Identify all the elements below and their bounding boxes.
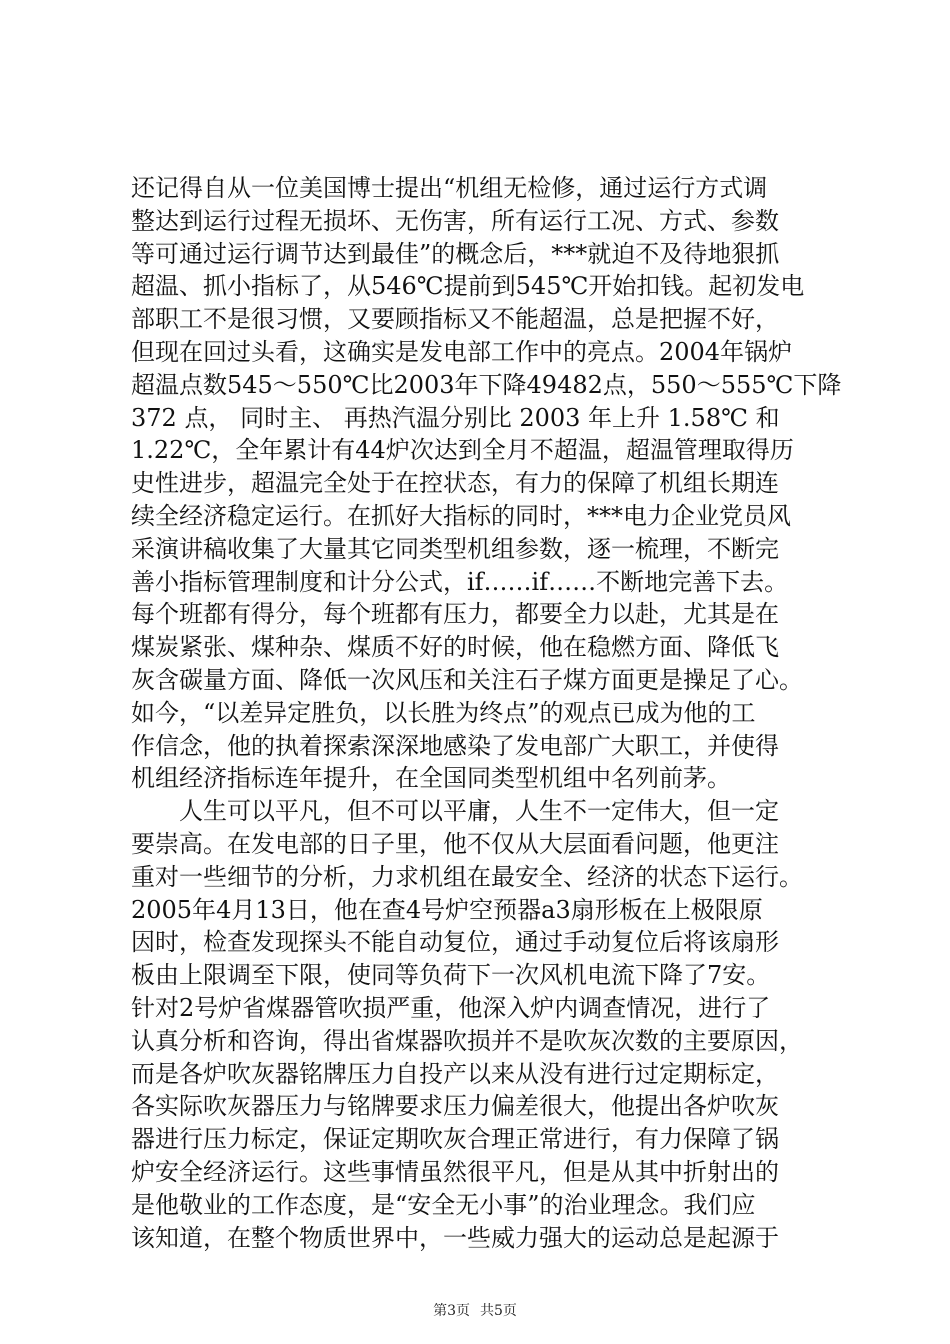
text-line: 史性进步，超温完全处于在控状态，有力的保障了机组长期连 [131,469,779,498]
text-line: 机组经济指标连年提升，在全国同类型机组中名列前茅。 [131,764,731,793]
text-line: 灰含碳量方面、降低一次风压和关注石子煤方面更是操足了心。 [131,666,803,694]
text-line: 器进行压力标定，保证定期吹灰合理正常进行，有力保障了锅 [131,1125,779,1154]
text-line: 如今，“以差异定胜负，以长胜为终点”的观点已成为他的工 [131,698,756,727]
text-line: 但现在回过头看，这确实是发电部工作中的亮点。2004年锅炉 [131,338,793,366]
text-line: 善小指标管理制度和计分公式，if……if……不断地完善下去。 [131,567,789,596]
text-line: 等可通过运行调节达到最佳”的概念后，***就迫不及待地狠抓 [131,239,780,268]
text-line: 部职工不是很习惯，又要顾指标又不能超温，总是把握不好， [131,305,779,334]
text-line: 重对一些细节的分析，力求机组在最安全、经济的状态下运行。 [131,862,803,891]
text-line: 372 点， 同时主、 再热汽温分别比 2003 年上升 1.58℃ 和 [131,403,780,432]
text-line: 还记得自从一位美国博士提出“机组无检修，通过运行方式调 [131,174,768,202]
text-line: 而是各炉吹灰器铭牌压力自投产以来从没有进行过定期标定， [131,1059,779,1088]
text-line: 超温点数545～550℃比2003年下降49482点，550～555℃下降 [131,370,842,399]
text-line: 作信念，他的执着探索深深地感染了发电部广大职工，并使得 [131,731,779,760]
page-footer [0,1301,950,1321]
text-line: 1.22℃，全年累计有44炉次达到全月不超温，超温管理取得历 [131,436,794,465]
text-line: 认真分析和咨询，得出省煤器吹损并不是吹灰次数的主要原因， [131,1026,803,1055]
text-line: 各实际吹灰器压力与铭牌要求压力偏差很大，他提出各炉吹灰 [131,1092,779,1121]
text-line: 要崇高。在发电部的日子里，他不仅从大层面看问题，他更注 [131,830,779,858]
text-line: 2005年4月13日，他在查4号炉空预器a3扇形板在上极限原 [131,895,763,924]
text-line: 采演讲稿收集了大量其它同类型机组参数，逐一梳理，不断完 [131,534,779,563]
text-line: 针对2号炉省煤器管吹损严重，他深入炉内调查情况，进行了 [131,994,771,1022]
text-line: 整达到运行过程无损坏、无伤害，所有运行工况、方式、参数 [131,206,779,235]
page-number: 第3页 [433,1303,470,1319]
text-line: 超温、抓小指标了，从546℃提前到545℃开始扣钱。起初发电 [131,272,805,301]
text-line: 因时，检查发现探头不能自动复位，通过手动复位后将该扇形 [131,928,779,957]
page-total: 共5页 [480,1303,517,1319]
text-line: 炉安全经济运行。这些事情虽然很平凡，但是从其中折射出的 [131,1158,779,1186]
text-line: 板由上限调至下限，使同等负荷下一次风机电流下降了7安。 [131,961,771,990]
text-line: 每个班都有得分，每个班都有压力，都要全力以赴，尤其是在 [131,600,779,629]
text-line: 是他敬业的工作态度，是“安全无小事”的治业理念。我们应 [131,1190,756,1219]
text-line: 续全经济稳定运行。在抓好大指标的同时，***电力企业党员风 [131,502,791,530]
text-line: 该知道，在整个物质世界中，一些威力强大的运动总是起源于 [131,1223,779,1252]
text-line: 人生可以平凡，但不可以平庸，人生不一定伟大，但一定 [131,797,779,826]
text-line: 煤炭紧张、煤种杂、煤质不好的时候，他在稳燃方面、降低飞 [131,633,779,662]
